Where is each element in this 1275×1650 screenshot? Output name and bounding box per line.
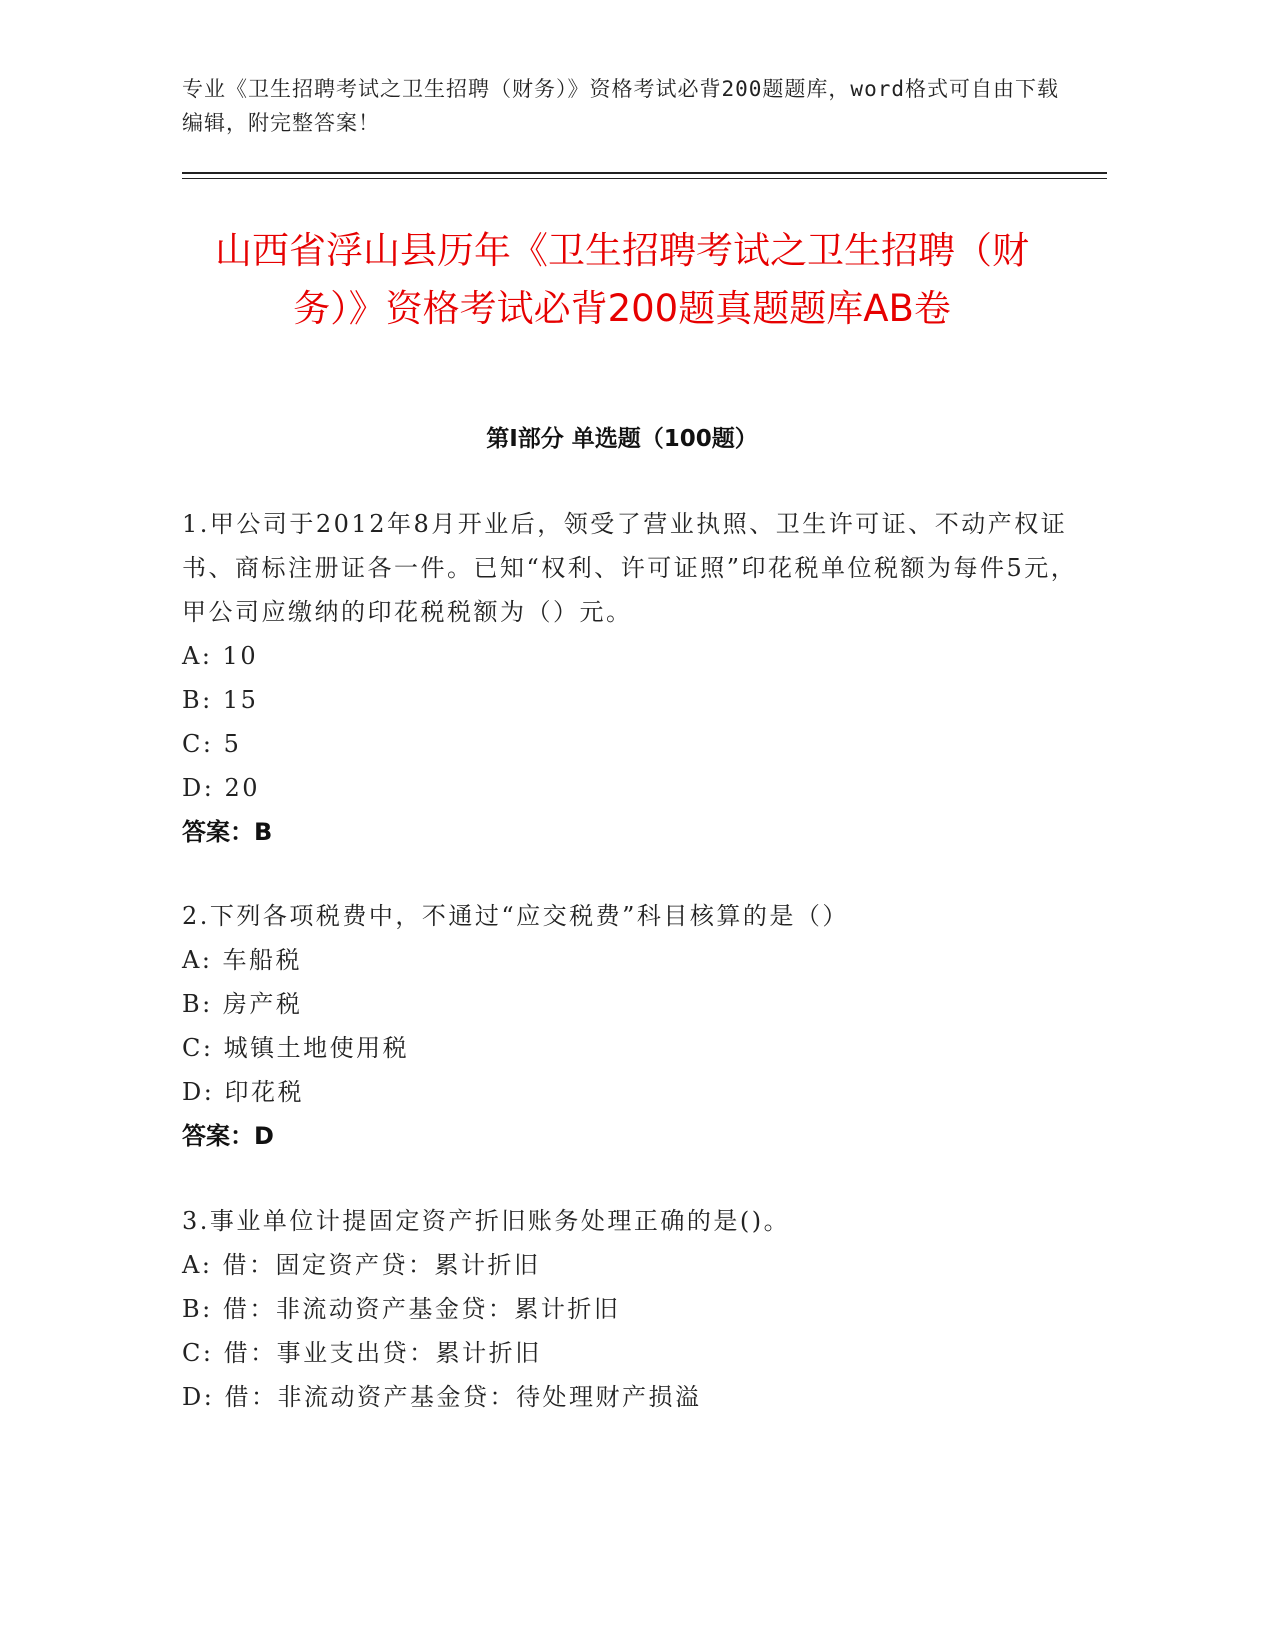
question-text: 1.甲公司于2012年8月开业后，领受了营业执照、卫生许可证、不动产权证书、商标注册证各一件。已知“权利、许可证照”印花税单位税额为每件5元，甲公司应缴纳的印花税税额为（）元。 (182, 510, 1078, 626)
option-c: C: 借：事业支出贷：累计折旧 (182, 1339, 542, 1367)
section-heading: 第I部分 单选题（100题） (486, 426, 758, 452)
option-d: D: 印花税 (182, 1078, 304, 1106)
option-b: B: 借：非流动资产基金贷：累计折旧 (182, 1295, 621, 1323)
option-a: A: 10 (182, 642, 259, 670)
question-text: 2.下列各项税费中，不通过“应交税费”科目核算的是（） (182, 902, 849, 930)
option-b: B: 15 (182, 686, 259, 714)
header-divider-thin (182, 178, 1107, 179)
option-d: D: 20 (182, 774, 260, 802)
option-b: B: 房产税 (182, 990, 303, 1018)
question-text: 3.事业单位计提固定资产折旧账务处理正确的是()。 (182, 1207, 791, 1235)
answer: 答案：B (182, 818, 273, 846)
question-1 (182, 502, 1082, 854)
header-divider (182, 172, 1107, 174)
option-a: A: 借：固定资产贷：累计折旧 (182, 1251, 541, 1279)
question-3 (182, 1199, 1082, 1419)
document-title: 山西省浮山县历年《卫生招聘考试之卫生招聘（财务）》资格考试必背200题真题题库AB卷 (215, 229, 1029, 330)
option-a: A: 车船税 (182, 946, 303, 974)
option-d: D: 借：非流动资产基金贷：待处理财产损溢 (182, 1383, 702, 1411)
option-c: C: 城镇土地使用税 (182, 1034, 410, 1062)
question-2 (182, 894, 1082, 1158)
answer: 答案：D (182, 1122, 274, 1150)
header-note: 专业《卫生招聘考试之卫生招聘（财务）》资格考试必背200题题库，word格式可自由下载编辑，附完整答案！ (182, 77, 1059, 135)
option-c: C: 5 (182, 730, 242, 758)
